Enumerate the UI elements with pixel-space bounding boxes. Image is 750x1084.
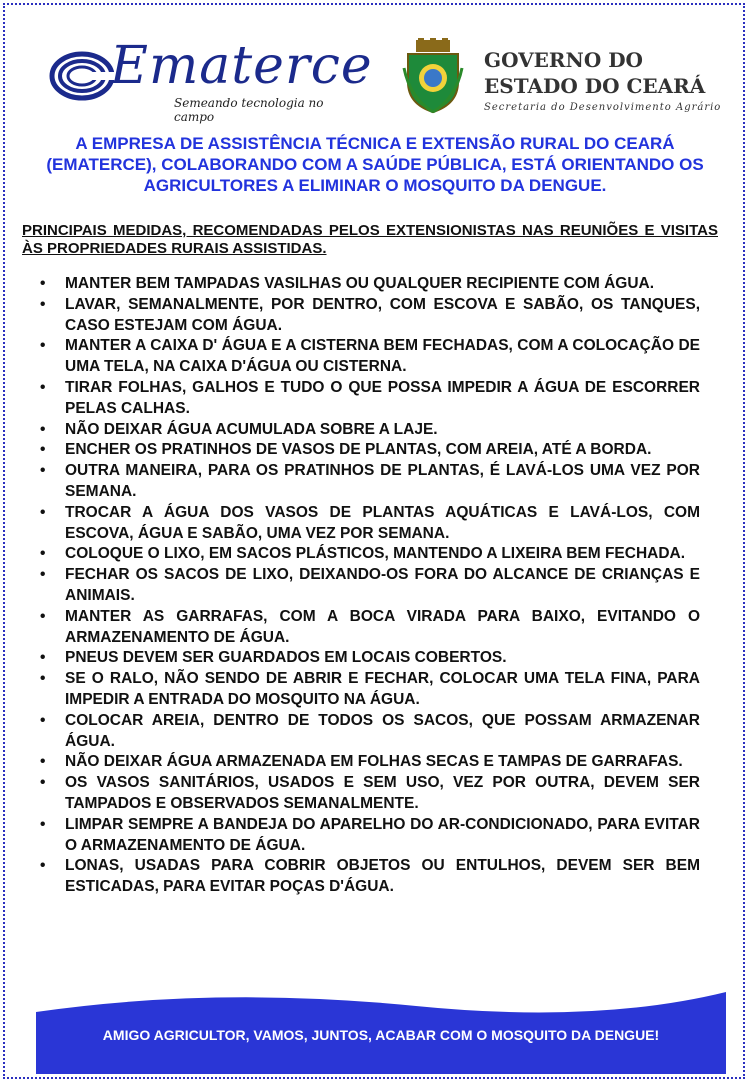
ematerce-wordmark: Ematerce — [110, 36, 373, 96]
bullet-icon: • — [40, 753, 46, 771]
government-line-1: GOVERNO DO — [484, 48, 643, 72]
list-item — [30, 378, 700, 420]
list-item — [30, 440, 700, 461]
list-item — [30, 503, 700, 545]
intro-heading: A EMPRESA DE ASSISTÊNCIA TÉCNICA E EXTENSÃO RURAL DO CEARÁ (EMATERCE), COLABORANDO COM A SAÚDE PÚBLICA, ESTÁ ORIENTANDO OS AGRICULTORES A ELIMINAR O MOSQUITO DA DENGUE. — [46, 134, 704, 195]
bullet-icon: • — [40, 566, 46, 584]
list-item — [30, 295, 700, 337]
measures-subtitle: PRINCIPAIS MEDIDAS, RECOMENDADAS PELOS EXTENSIONISTAS NAS REUNIÕES E VISITAS ÀS PROPRIEDADES RURAIS ASSISTIDAS. — [22, 222, 718, 257]
list-item — [30, 336, 700, 378]
government-secretariat: Secretaria do Desenvolvimento Agrário — [484, 102, 722, 113]
list-item — [30, 274, 700, 295]
bullet-icon: • — [40, 337, 46, 355]
measure-text: FECHAR OS SACOS DE LIXO, DEIXANDO-OS FORA DO ALCANCE DE CRIANÇAS E ANIMAIS. — [65, 566, 700, 604]
swirl-logo-icon — [48, 48, 118, 104]
footer-message: AMIGO AGRICULTOR, VAMOS, JUNTOS, ACABAR COM O MOSQUITO DA DENGUE! — [102, 1027, 660, 1043]
measure-text: OUTRA MANEIRA, PARA OS PRATINHOS DE PLANTAS, É LAVÁ-LOS UMA VEZ POR SEMANA. — [65, 462, 700, 500]
measures-list — [30, 274, 700, 898]
measure-text: TIRAR FOLHAS, GALHOS E TUDO O QUE POSSA IMPEDIR A ÁGUA DE ESCORRER PELAS CALHAS. — [65, 378, 700, 417]
measure-text: MANTER AS GARRAFAS, COM A BOCA VIRADA PARA BAIXO, EVITANDO O ARMAZENAMENTO DE ÁGUA. — [65, 607, 700, 646]
header — [0, 38, 750, 128]
measure-text: MANTER BEM TAMPADAS VASILHAS OU QUALQUER RECIPIENTE COM ÁGUA. — [65, 275, 655, 292]
bullet-icon: • — [40, 774, 46, 792]
coat-of-arms-icon — [402, 38, 464, 114]
bullet-icon: • — [40, 649, 46, 667]
measure-text: TROCAR A ÁGUA DOS VASOS DE PLANTAS AQUÁTICAS E LAVÁ-LOS, COM ESCOVA, ÁGUA E SABÃO, UMA VEZ POR SEMANA. — [65, 503, 700, 542]
list-item — [30, 752, 700, 773]
list-item — [30, 856, 700, 898]
bullet-icon: • — [40, 378, 46, 396]
measure-text: SE O RALO, NÃO SENDO DE ABRIR E FECHAR, COLOCAR UMA TELA FINA, PARA IMPEDIR A ENTRADA DO MOSQUITO NA ÁGUA. — [65, 670, 700, 708]
government-logo — [402, 38, 722, 118]
bullet-icon: • — [40, 275, 46, 292]
bullet-icon: • — [40, 857, 46, 875]
ematerce-slogan: Semeando tecnologia no campo — [174, 96, 324, 124]
list-item — [30, 669, 700, 711]
list-item — [30, 461, 700, 503]
measure-text: PNEUS DEVEM SER GUARDADOS EM LOCAIS COBERTOS. — [65, 649, 507, 667]
ematerce-logo — [48, 36, 373, 124]
measure-text: COLOCAR AREIA, DENTRO DE TODOS OS SACOS, QUE POSSAM ARMAZENAR ÁGUA. — [65, 711, 700, 750]
bullet-icon: • — [40, 503, 46, 521]
bullet-icon: • — [40, 462, 46, 480]
measure-text: COLOQUE O LIXO, EM SACOS PLÁSTICOS, MANTENDO A LIXEIRA BEM FECHADA. — [65, 545, 686, 563]
bullet-icon: • — [40, 711, 46, 729]
bullet-icon: • — [40, 607, 46, 625]
bullet-icon: • — [40, 670, 46, 688]
list-item — [30, 420, 700, 441]
measure-text: LIMPAR SEMPRE A BANDEJA DO APARELHO DO AR-CONDICIONADO, PARA EVITAR O ARMAZENAMENTO DE ÁGUA. — [65, 815, 700, 854]
bullet-icon: • — [40, 420, 46, 438]
measure-text: NÃO DEIXAR ÁGUA ARMAZENADA EM FOLHAS SECAS E TAMPAS DE GARRAFAS. — [65, 753, 683, 771]
bullet-icon: • — [40, 295, 46, 313]
measure-text: NÃO DEIXAR ÁGUA ACUMULADA SOBRE A LAJE. — [65, 420, 438, 438]
list-item — [30, 815, 700, 857]
measure-text: LONAS, USADAS PARA COBRIR OBJETOS OU ENTULHOS, DEVEM SER BEM ESTICADAS, PARA EVITAR POÇAS D'ÁGUA. — [65, 857, 700, 896]
measure-text: LAVAR, SEMANALMENTE, POR DENTRO, COM ESCOVA E SABÃO, OS TANQUES, CASO ESTEJAM COM ÁGUA. — [65, 295, 700, 334]
list-item — [30, 607, 700, 649]
bullet-icon: • — [40, 815, 46, 833]
list-item — [30, 544, 700, 565]
government-line-2: ESTADO DO CEARÁ — [484, 74, 706, 98]
list-item — [30, 773, 700, 815]
list-item — [30, 711, 700, 753]
bullet-icon: • — [40, 545, 46, 563]
measure-text: OS VASOS SANITÁRIOS, USADOS E SEM USO, VEZ POR OUTRA, DEVEM SER TAMPADOS E OBSERVADOS SEMANALMENTE. — [65, 774, 700, 812]
measure-text: ENCHER OS PRATINHOS DE VASOS DE PLANTAS, COM AREIA, ATÉ A BORDA. — [65, 441, 652, 459]
measure-text: MANTER A CAIXA D' ÁGUA E A CISTERNA BEM FECHADAS, COM A COLOCAÇÃO DE UMA TELA, NA CAIXA D'ÁGUA OU CISTERNA. — [65, 337, 700, 376]
list-item — [30, 565, 700, 607]
bullet-icon: • — [40, 441, 46, 459]
list-item — [30, 648, 700, 669]
